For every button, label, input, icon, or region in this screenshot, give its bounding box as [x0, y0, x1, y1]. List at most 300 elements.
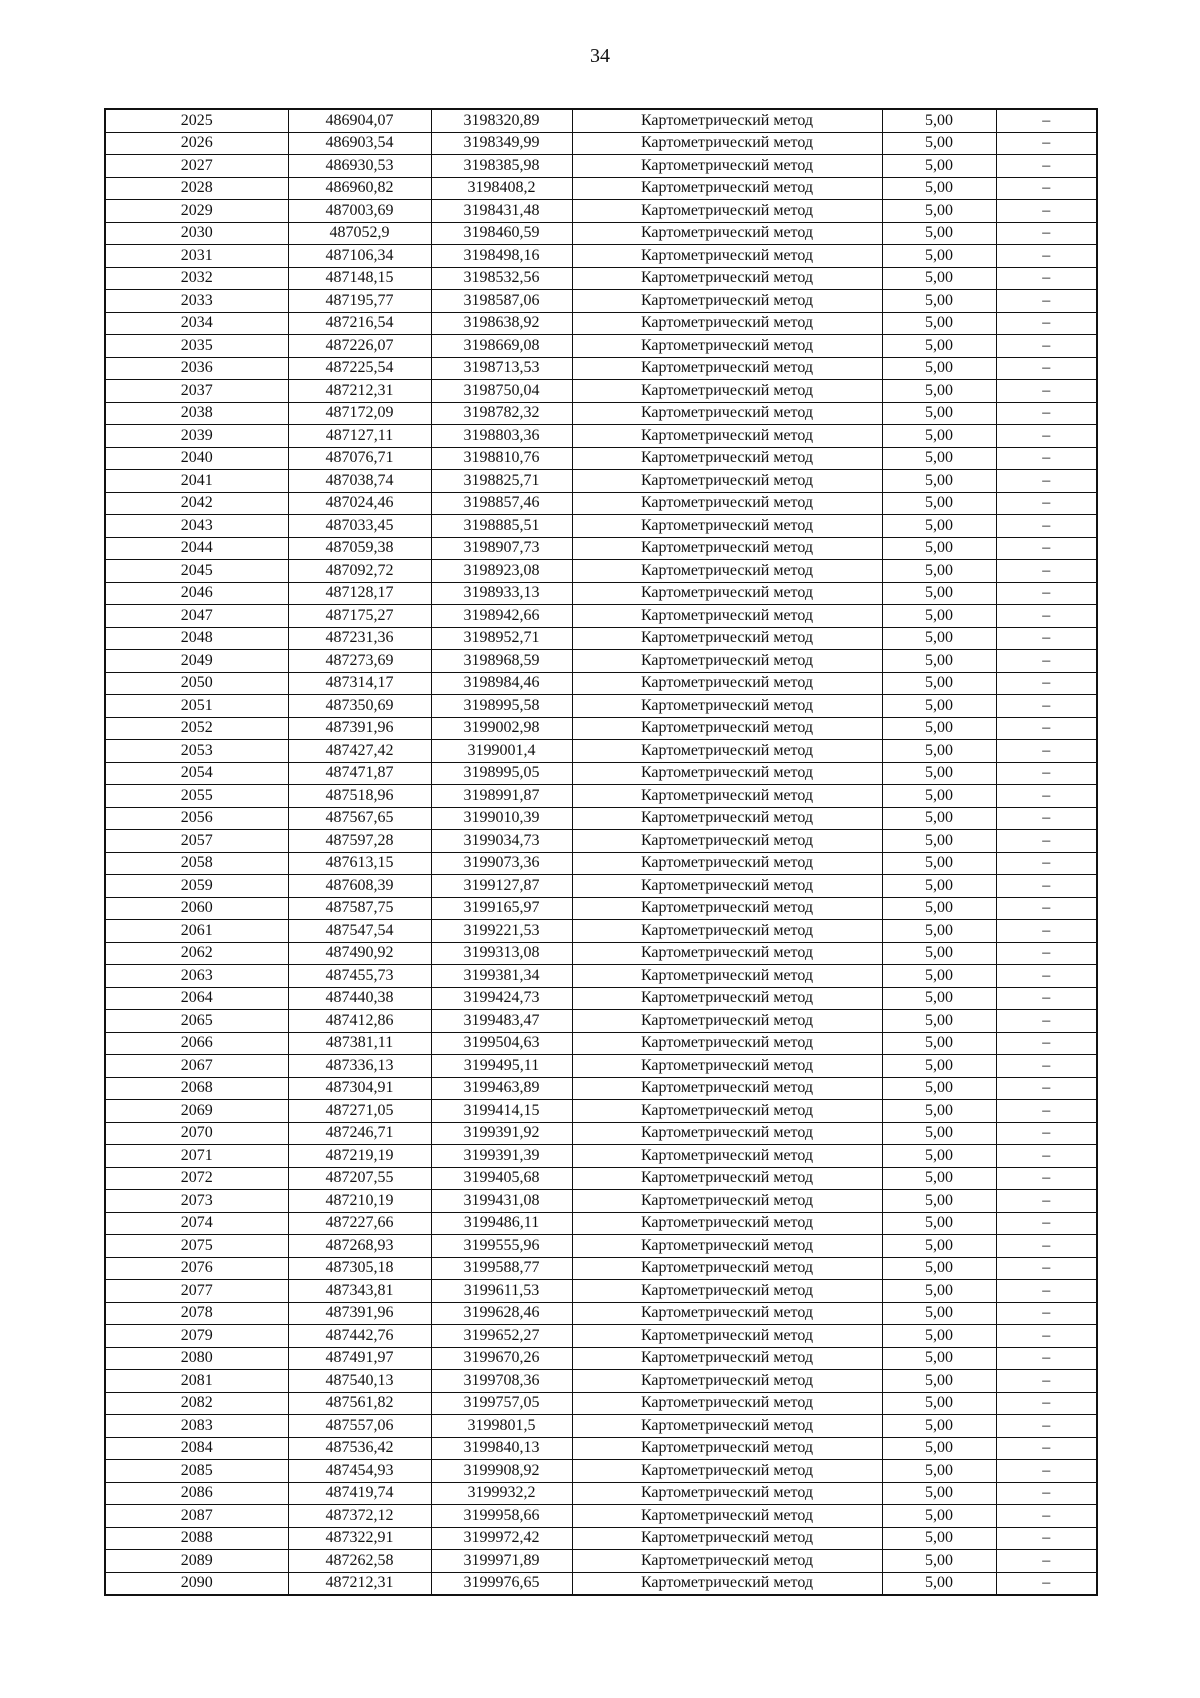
y-coordinate-cell: 3198907,73	[431, 537, 572, 560]
accuracy-cell: 5,00	[882, 1460, 996, 1483]
description-cell: –	[996, 1370, 1097, 1393]
point-number-cell: 2055	[105, 785, 288, 808]
table-row	[105, 740, 1097, 763]
x-coordinate-cell: 487059,38	[288, 537, 431, 560]
method-cell: Картометрический метод	[572, 1572, 882, 1595]
x-coordinate-cell: 487246,71	[288, 1122, 431, 1145]
point-number-cell: 2058	[105, 852, 288, 875]
accuracy-cell: 5,00	[882, 267, 996, 290]
description-cell: –	[996, 785, 1097, 808]
point-number-cell: 2086	[105, 1482, 288, 1505]
x-coordinate-cell: 487106,34	[288, 245, 431, 268]
point-number-cell: 2062	[105, 942, 288, 965]
description-cell: –	[996, 717, 1097, 740]
description-cell: –	[996, 515, 1097, 538]
point-number-cell: 2065	[105, 1010, 288, 1033]
description-cell: –	[996, 1280, 1097, 1303]
y-coordinate-cell: 3199127,87	[431, 875, 572, 898]
y-coordinate-cell: 3198320,89	[431, 109, 572, 132]
method-cell: Картометрический метод	[572, 1370, 882, 1393]
method-cell: Картометрический метод	[572, 942, 882, 965]
description-cell: –	[996, 200, 1097, 223]
description-cell: –	[996, 560, 1097, 583]
point-number-cell: 2068	[105, 1077, 288, 1100]
y-coordinate-cell: 3198498,16	[431, 245, 572, 268]
y-coordinate-cell: 3198431,48	[431, 200, 572, 223]
point-number-cell: 2066	[105, 1032, 288, 1055]
method-cell: Картометрический метод	[572, 312, 882, 335]
method-cell: Картометрический метод	[572, 807, 882, 830]
table-row	[105, 1482, 1097, 1505]
accuracy-cell: 5,00	[882, 1505, 996, 1528]
accuracy-cell: 5,00	[882, 425, 996, 448]
y-coordinate-cell: 3199221,53	[431, 920, 572, 943]
method-cell: Картометрический метод	[572, 132, 882, 155]
description-cell: –	[996, 627, 1097, 650]
x-coordinate-cell: 487455,73	[288, 965, 431, 988]
accuracy-cell: 5,00	[882, 1325, 996, 1348]
method-cell: Картометрический метод	[572, 672, 882, 695]
table-row	[105, 987, 1097, 1010]
x-coordinate-cell: 487518,96	[288, 785, 431, 808]
description-cell: –	[996, 1347, 1097, 1370]
accuracy-cell: 5,00	[882, 672, 996, 695]
x-coordinate-cell: 487561,82	[288, 1392, 431, 1415]
method-cell: Картометрический метод	[572, 1010, 882, 1033]
point-number-cell: 2046	[105, 582, 288, 605]
x-coordinate-cell: 487172,09	[288, 402, 431, 425]
description-cell: –	[996, 807, 1097, 830]
method-cell: Картометрический метод	[572, 1212, 882, 1235]
x-coordinate-cell: 487024,46	[288, 492, 431, 515]
accuracy-cell: 5,00	[882, 335, 996, 358]
method-cell: Картометрический метод	[572, 650, 882, 673]
method-cell: Картометрический метод	[572, 1077, 882, 1100]
point-number-cell: 2034	[105, 312, 288, 335]
y-coordinate-cell: 3199391,39	[431, 1145, 572, 1168]
y-coordinate-cell: 3199313,08	[431, 942, 572, 965]
point-number-cell: 2074	[105, 1212, 288, 1235]
description-cell: –	[996, 380, 1097, 403]
y-coordinate-cell: 3199034,73	[431, 830, 572, 853]
accuracy-cell: 5,00	[882, 627, 996, 650]
table-row	[105, 492, 1097, 515]
method-cell: Картометрический метод	[572, 627, 882, 650]
table-row	[105, 1010, 1097, 1033]
y-coordinate-cell: 3199381,34	[431, 965, 572, 988]
table-row	[105, 1077, 1097, 1100]
point-number-cell: 2047	[105, 605, 288, 628]
x-coordinate-cell: 487391,96	[288, 717, 431, 740]
table-row	[105, 1100, 1097, 1123]
description-cell: –	[996, 920, 1097, 943]
point-number-cell: 2075	[105, 1235, 288, 1258]
accuracy-cell: 5,00	[882, 785, 996, 808]
y-coordinate-cell: 3199670,26	[431, 1347, 572, 1370]
point-number-cell: 2067	[105, 1055, 288, 1078]
y-coordinate-cell: 3198638,92	[431, 312, 572, 335]
x-coordinate-cell: 487419,74	[288, 1482, 431, 1505]
point-number-cell: 2083	[105, 1415, 288, 1438]
method-cell: Картометрический метод	[572, 290, 882, 313]
point-number-cell: 2082	[105, 1392, 288, 1415]
description-cell: –	[996, 312, 1097, 335]
y-coordinate-cell: 3199165,97	[431, 897, 572, 920]
table-body	[105, 109, 1097, 1595]
y-coordinate-cell: 3199976,65	[431, 1572, 572, 1595]
description-cell: –	[996, 470, 1097, 493]
y-coordinate-cell: 3199424,73	[431, 987, 572, 1010]
point-number-cell: 2032	[105, 267, 288, 290]
table-row	[105, 942, 1097, 965]
method-cell: Картометрический метод	[572, 1100, 882, 1123]
x-coordinate-cell: 487038,74	[288, 470, 431, 493]
y-coordinate-cell: 3199971,89	[431, 1550, 572, 1573]
table-row	[105, 560, 1097, 583]
y-coordinate-cell: 3199073,36	[431, 852, 572, 875]
method-cell: Картометрический метод	[572, 1167, 882, 1190]
description-cell: –	[996, 1235, 1097, 1258]
point-number-cell: 2035	[105, 335, 288, 358]
method-cell: Картометрический метод	[572, 830, 882, 853]
accuracy-cell: 5,00	[882, 402, 996, 425]
accuracy-cell: 5,00	[882, 109, 996, 132]
table-row	[105, 1280, 1097, 1303]
method-cell: Картометрический метод	[572, 470, 882, 493]
accuracy-cell: 5,00	[882, 1482, 996, 1505]
accuracy-cell: 5,00	[882, 852, 996, 875]
table-row	[105, 762, 1097, 785]
method-cell: Картометрический метод	[572, 402, 882, 425]
description-cell: –	[996, 1550, 1097, 1573]
point-number-cell: 2080	[105, 1347, 288, 1370]
accuracy-cell: 5,00	[882, 380, 996, 403]
description-cell: –	[996, 965, 1097, 988]
accuracy-cell: 5,00	[882, 582, 996, 605]
point-number-cell: 2079	[105, 1325, 288, 1348]
point-number-cell: 2048	[105, 627, 288, 650]
page-number: 34	[590, 45, 610, 67]
description-cell: –	[996, 267, 1097, 290]
description-cell: –	[996, 1010, 1097, 1033]
description-cell: –	[996, 245, 1097, 268]
description-cell: –	[996, 852, 1097, 875]
table-row	[105, 1460, 1097, 1483]
x-coordinate-cell: 487076,71	[288, 447, 431, 470]
accuracy-cell: 5,00	[882, 1415, 996, 1438]
point-number-cell: 2090	[105, 1572, 288, 1595]
method-cell: Картометрический метод	[572, 717, 882, 740]
y-coordinate-cell: 3199652,27	[431, 1325, 572, 1348]
description-cell: –	[996, 1415, 1097, 1438]
accuracy-cell: 5,00	[882, 762, 996, 785]
method-cell: Картометрический метод	[572, 1550, 882, 1573]
method-cell: Картометрический метод	[572, 740, 882, 763]
accuracy-cell: 5,00	[882, 1527, 996, 1550]
x-coordinate-cell: 487175,27	[288, 605, 431, 628]
x-coordinate-cell: 487216,54	[288, 312, 431, 335]
accuracy-cell: 5,00	[882, 1550, 996, 1573]
accuracy-cell: 5,00	[882, 1032, 996, 1055]
accuracy-cell: 5,00	[882, 515, 996, 538]
point-number-cell: 2051	[105, 695, 288, 718]
y-coordinate-cell: 3198942,66	[431, 605, 572, 628]
x-coordinate-cell: 487227,66	[288, 1212, 431, 1235]
accuracy-cell: 5,00	[882, 222, 996, 245]
point-number-cell: 2056	[105, 807, 288, 830]
accuracy-cell: 5,00	[882, 965, 996, 988]
description-cell: –	[996, 1505, 1097, 1528]
y-coordinate-cell: 3198408,2	[431, 177, 572, 200]
point-number-cell: 2088	[105, 1527, 288, 1550]
point-number-cell: 2084	[105, 1437, 288, 1460]
x-coordinate-cell: 487127,11	[288, 425, 431, 448]
method-cell: Картометрический метод	[572, 1032, 882, 1055]
method-cell: Картометрический метод	[572, 1527, 882, 1550]
x-coordinate-cell: 487613,15	[288, 852, 431, 875]
description-cell: –	[996, 830, 1097, 853]
y-coordinate-cell: 3198995,58	[431, 695, 572, 718]
point-number-cell: 2071	[105, 1145, 288, 1168]
accuracy-cell: 5,00	[882, 1302, 996, 1325]
x-coordinate-cell: 487148,15	[288, 267, 431, 290]
method-cell: Картометрический метод	[572, 1257, 882, 1280]
point-number-cell: 2089	[105, 1550, 288, 1573]
x-coordinate-cell: 487343,81	[288, 1280, 431, 1303]
description-cell: –	[996, 1145, 1097, 1168]
point-number-cell: 2040	[105, 447, 288, 470]
accuracy-cell: 5,00	[882, 1010, 996, 1033]
method-cell: Картометрический метод	[572, 1482, 882, 1505]
table-row	[105, 425, 1097, 448]
method-cell: Картометрический метод	[572, 1325, 882, 1348]
point-number-cell: 2059	[105, 875, 288, 898]
y-coordinate-cell: 3198803,36	[431, 425, 572, 448]
x-coordinate-cell: 487052,9	[288, 222, 431, 245]
x-coordinate-cell: 486930,53	[288, 155, 431, 178]
description-cell: –	[996, 1100, 1097, 1123]
x-coordinate-cell: 487314,17	[288, 672, 431, 695]
x-coordinate-cell: 487225,54	[288, 357, 431, 380]
point-number-cell: 2069	[105, 1100, 288, 1123]
method-cell: Картометрический метод	[572, 785, 882, 808]
y-coordinate-cell: 3199801,5	[431, 1415, 572, 1438]
x-coordinate-cell: 487195,77	[288, 290, 431, 313]
y-coordinate-cell: 3198750,04	[431, 380, 572, 403]
description-cell: –	[996, 109, 1097, 132]
point-number-cell: 2037	[105, 380, 288, 403]
description-cell: –	[996, 897, 1097, 920]
y-coordinate-cell: 3199391,92	[431, 1122, 572, 1145]
x-coordinate-cell: 487372,12	[288, 1505, 431, 1528]
x-coordinate-cell: 487547,54	[288, 920, 431, 943]
table-row	[105, 1302, 1097, 1325]
x-coordinate-cell: 487442,76	[288, 1325, 431, 1348]
x-coordinate-cell: 487412,86	[288, 1010, 431, 1033]
method-cell: Картометрический метод	[572, 965, 882, 988]
accuracy-cell: 5,00	[882, 1347, 996, 1370]
x-coordinate-cell: 487454,93	[288, 1460, 431, 1483]
y-coordinate-cell: 3198991,87	[431, 785, 572, 808]
x-coordinate-cell: 487304,91	[288, 1077, 431, 1100]
description-cell: –	[996, 537, 1097, 560]
description-cell: –	[996, 1572, 1097, 1595]
accuracy-cell: 5,00	[882, 290, 996, 313]
description-cell: –	[996, 695, 1097, 718]
accuracy-cell: 5,00	[882, 942, 996, 965]
description-cell: –	[996, 582, 1097, 605]
method-cell: Картометрический метод	[572, 1122, 882, 1145]
description-cell: –	[996, 1257, 1097, 1280]
y-coordinate-cell: 3198532,56	[431, 267, 572, 290]
table-row	[105, 222, 1097, 245]
method-cell: Картометрический метод	[572, 582, 882, 605]
description-cell: –	[996, 425, 1097, 448]
description-cell: –	[996, 335, 1097, 358]
x-coordinate-cell: 487440,38	[288, 987, 431, 1010]
method-cell: Картометрический метод	[572, 762, 882, 785]
x-coordinate-cell: 487262,58	[288, 1550, 431, 1573]
x-coordinate-cell: 487608,39	[288, 875, 431, 898]
description-cell: –	[996, 492, 1097, 515]
point-number-cell: 2077	[105, 1280, 288, 1303]
method-cell: Картометрический метод	[572, 1280, 882, 1303]
accuracy-cell: 5,00	[882, 132, 996, 155]
accuracy-cell: 5,00	[882, 245, 996, 268]
point-number-cell: 2053	[105, 740, 288, 763]
y-coordinate-cell: 3198669,08	[431, 335, 572, 358]
accuracy-cell: 5,00	[882, 987, 996, 1010]
table-row	[105, 1392, 1097, 1415]
accuracy-cell: 5,00	[882, 1280, 996, 1303]
x-coordinate-cell: 487271,05	[288, 1100, 431, 1123]
y-coordinate-cell: 3199588,77	[431, 1257, 572, 1280]
y-coordinate-cell: 3199431,08	[431, 1190, 572, 1213]
table-row	[105, 582, 1097, 605]
accuracy-cell: 5,00	[882, 1212, 996, 1235]
method-cell: Картометрический метод	[572, 1392, 882, 1415]
x-coordinate-cell: 487322,91	[288, 1527, 431, 1550]
y-coordinate-cell: 3199405,68	[431, 1167, 572, 1190]
description-cell: –	[996, 762, 1097, 785]
description-cell: –	[996, 1460, 1097, 1483]
point-number-cell: 2025	[105, 109, 288, 132]
method-cell: Картометрический метод	[572, 1437, 882, 1460]
table-row	[105, 672, 1097, 695]
method-cell: Картометрический метод	[572, 1235, 882, 1258]
method-cell: Картометрический метод	[572, 267, 882, 290]
table-row	[105, 1437, 1097, 1460]
description-cell: –	[996, 740, 1097, 763]
method-cell: Картометрический метод	[572, 425, 882, 448]
method-cell: Картометрический метод	[572, 200, 882, 223]
y-coordinate-cell: 3198995,05	[431, 762, 572, 785]
accuracy-cell: 5,00	[882, 1190, 996, 1213]
description-cell: –	[996, 1302, 1097, 1325]
y-coordinate-cell: 3199932,2	[431, 1482, 572, 1505]
x-coordinate-cell: 487381,11	[288, 1032, 431, 1055]
description-cell: –	[996, 1482, 1097, 1505]
accuracy-cell: 5,00	[882, 1235, 996, 1258]
point-number-cell: 2030	[105, 222, 288, 245]
description-cell: –	[996, 1212, 1097, 1235]
description-cell: –	[996, 875, 1097, 898]
description-cell: –	[996, 1437, 1097, 1460]
point-number-cell: 2038	[105, 402, 288, 425]
description-cell: –	[996, 1392, 1097, 1415]
description-cell: –	[996, 1122, 1097, 1145]
description-cell: –	[996, 1527, 1097, 1550]
point-number-cell: 2026	[105, 132, 288, 155]
description-cell: –	[996, 605, 1097, 628]
accuracy-cell: 5,00	[882, 920, 996, 943]
table-row	[105, 920, 1097, 943]
method-cell: Картометрический метод	[572, 492, 882, 515]
y-coordinate-cell: 3198885,51	[431, 515, 572, 538]
description-cell: –	[996, 447, 1097, 470]
table-row	[105, 897, 1097, 920]
y-coordinate-cell: 3198857,46	[431, 492, 572, 515]
point-number-cell: 2063	[105, 965, 288, 988]
accuracy-cell: 5,00	[882, 560, 996, 583]
x-coordinate-cell: 487268,93	[288, 1235, 431, 1258]
table-row	[105, 695, 1097, 718]
method-cell: Картометрический метод	[572, 222, 882, 245]
x-coordinate-cell: 487212,31	[288, 1572, 431, 1595]
method-cell: Картометрический метод	[572, 987, 882, 1010]
table-row	[105, 1572, 1097, 1595]
x-coordinate-cell: 487219,19	[288, 1145, 431, 1168]
accuracy-cell: 5,00	[882, 1145, 996, 1168]
table-row	[105, 380, 1097, 403]
method-cell: Картометрический метод	[572, 1055, 882, 1078]
method-cell: Картометрический метод	[572, 605, 882, 628]
table-row	[105, 1505, 1097, 1528]
table-row	[105, 1190, 1097, 1213]
point-number-cell: 2042	[105, 492, 288, 515]
accuracy-cell: 5,00	[882, 1077, 996, 1100]
y-coordinate-cell: 3199972,42	[431, 1527, 572, 1550]
table-row	[105, 470, 1097, 493]
point-number-cell: 2050	[105, 672, 288, 695]
y-coordinate-cell: 3199001,4	[431, 740, 572, 763]
point-number-cell: 2061	[105, 920, 288, 943]
accuracy-cell: 5,00	[882, 492, 996, 515]
accuracy-cell: 5,00	[882, 537, 996, 560]
method-cell: Картометрический метод	[572, 357, 882, 380]
point-number-cell: 2072	[105, 1167, 288, 1190]
x-coordinate-cell: 487207,55	[288, 1167, 431, 1190]
accuracy-cell: 5,00	[882, 1167, 996, 1190]
x-coordinate-cell: 487128,17	[288, 582, 431, 605]
description-cell: –	[996, 1055, 1097, 1078]
y-coordinate-cell: 3199002,98	[431, 717, 572, 740]
x-coordinate-cell: 486960,82	[288, 177, 431, 200]
x-coordinate-cell: 487092,72	[288, 560, 431, 583]
accuracy-cell: 5,00	[882, 717, 996, 740]
x-coordinate-cell: 486904,07	[288, 109, 431, 132]
accuracy-cell: 5,00	[882, 155, 996, 178]
table-row	[105, 1257, 1097, 1280]
accuracy-cell: 5,00	[882, 1100, 996, 1123]
y-coordinate-cell: 3198713,53	[431, 357, 572, 380]
table-row	[105, 785, 1097, 808]
description-cell: –	[996, 357, 1097, 380]
description-cell: –	[996, 1325, 1097, 1348]
description-cell: –	[996, 402, 1097, 425]
point-number-cell: 2049	[105, 650, 288, 673]
accuracy-cell: 5,00	[882, 897, 996, 920]
